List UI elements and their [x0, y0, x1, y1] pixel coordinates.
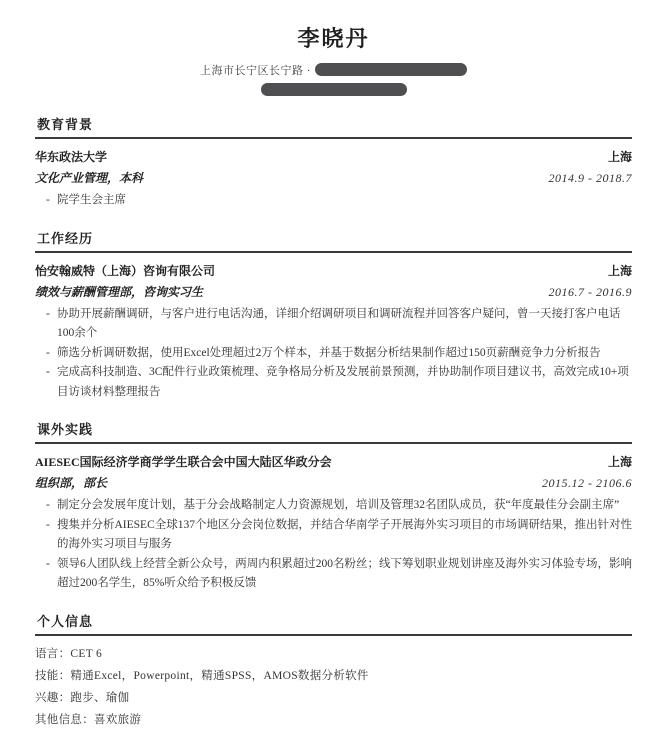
bullet-item: - 筛选分析调研数据，使用Excel处理超过2万个样本，并基于数据分析结果制作超过150页薪酬竞争力分析报告 [35, 344, 632, 364]
section-title-extracurricular: 课外实践 [35, 419, 632, 444]
job-title: 绩效与薪酬管理部，咨询实习生 [35, 284, 204, 299]
organization-location: 上海 [607, 455, 632, 469]
section-education [35, 114, 632, 211]
education-entry [35, 147, 632, 211]
organization-role: 组织部，部长 [35, 476, 108, 490]
email-redaction-bar [261, 83, 407, 96]
section-title-work: 工作经历 [35, 228, 632, 253]
bullet-item: - 领导6人团队线上经营全新公众号，两周内积累超过200名粉丝；线下筹划职业规划讲座及海外实习体验专场，影响超过200名学生，85%听众给予积极反馈 [35, 555, 632, 594]
candidate-name: 李晓丹 [297, 26, 370, 51]
extracurricular-dates: 2015.12 - 2106.6 [542, 476, 632, 490]
organization-name: AIESEC国际经济学商学学生联合会中国大陆区华政分会 [35, 455, 332, 469]
work-bullets [35, 305, 632, 403]
education-bullets [35, 191, 632, 211]
info-line-interests: 兴趣：跑步、瑜伽 [35, 691, 130, 704]
resume-header [35, 22, 632, 97]
info-line-skills: 技能：精通Excel，Powerpoint，精通SPSS，AMOS数据分析软件 [35, 669, 369, 682]
bullet-item: - 制定分会发展年度计划，基于分会战略制定人力资源规划，培训及管理32名团队成员，获“年度最佳分会副主席” [35, 496, 632, 516]
contact-line-address [35, 62, 632, 77]
personal-info-list [35, 643, 632, 731]
section-title-education: 教育背景 [35, 114, 632, 139]
major-degree: 文化产业管理，本科 [35, 171, 144, 185]
bullet-item: - 院学生会主席 [35, 191, 632, 211]
section-work-experience [35, 228, 632, 403]
extracurricular-bullets [35, 496, 632, 594]
section-personal-info [35, 611, 632, 731]
info-line-other: 其他信息：喜欢旅游 [35, 713, 142, 726]
info-line-language: 语言：CET 6 [35, 647, 103, 660]
address-text: 上海市长宁区长宁路 · [200, 64, 311, 77]
school-location: 上海 [607, 150, 632, 164]
section-title-personal-info: 个人信息 [35, 611, 632, 636]
bullet-item: - 完成高科技制造、3C配件行业政策梳理、竞争格局分析及发展前景预测，并协助制作项目建议书，高效完成10+项目访谈材料整理报告 [35, 363, 632, 402]
education-dates: 2014.9 - 2018.7 [548, 171, 632, 185]
company-name: 怡安翰威特（上海）咨询有限公司 [35, 263, 216, 278]
section-extracurricular [35, 419, 632, 594]
extracurricular-entry [35, 452, 632, 594]
phone-redaction-bar [315, 63, 467, 76]
company-location: 上海 [607, 263, 632, 278]
contact-line-email [35, 82, 632, 97]
bullet-item: - 协助开展薪酬调研，与客户进行电话沟通，详细介绍调研项目和调研流程并回答客户疑问，曾一天接打客户电话100余个 [35, 305, 632, 344]
bullet-item: - 搜集并分析AIESEC全球137个地区分会岗位数据，并结合华南学子开展海外实习项目的市场调研结果，推出针对性的海外实习项目与服务 [35, 516, 632, 555]
school-name: 华东政法大学 [35, 150, 108, 164]
work-entry [35, 261, 632, 403]
work-dates: 2016.7 - 2016.9 [548, 284, 632, 299]
